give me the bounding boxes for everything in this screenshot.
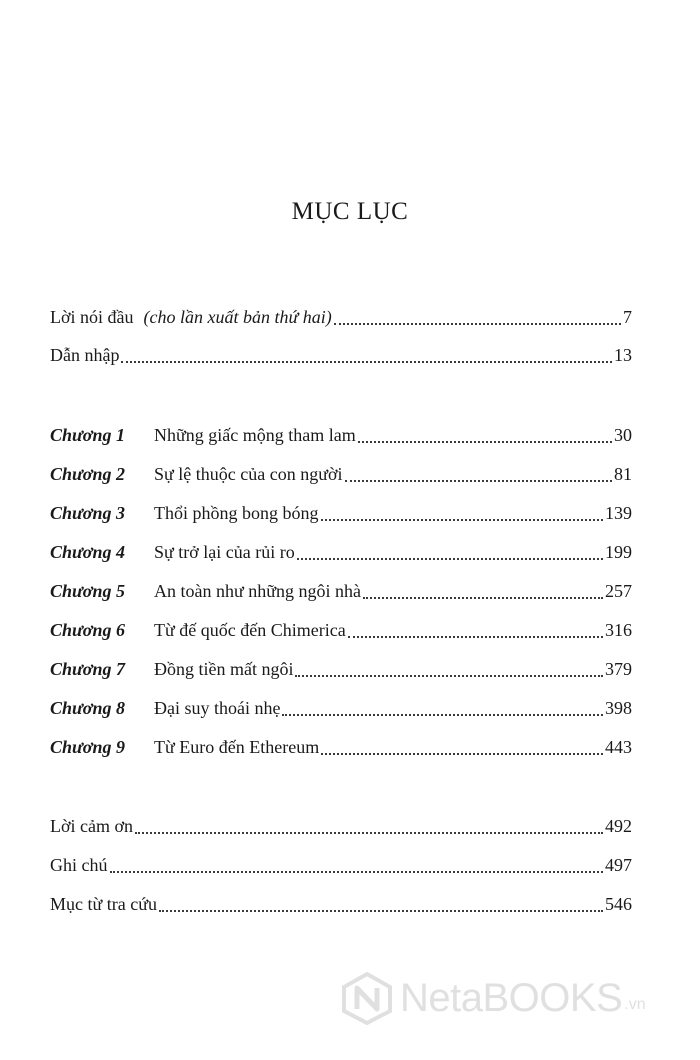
watermark [340,968,690,1028]
chapter-number: Chương 3 [50,503,125,523]
watermark-suffix: .vn [624,996,646,1013]
toc-page-number: 7 [623,307,632,327]
toc-entry-introduction[interactable] [50,342,632,368]
dot-leader [121,353,612,363]
toc-page-number: 492 [605,816,632,836]
toc-page-number: 13 [614,345,632,365]
chapter-title: Từ Euro đến Ethereum [154,737,320,757]
dot-leader [295,667,603,677]
chapter-number: Chương 9 [50,737,125,757]
dot-leader [363,589,603,599]
watermark-brand: NetaBOOKS [400,975,623,1020]
dot-leader [159,902,603,912]
dot-leader [297,550,603,560]
toc-page-number: 257 [605,581,632,601]
toc-entry-sublabel: (cho lần xuất bản thứ hai) [143,307,332,327]
toc-page-number: 443 [605,737,632,757]
toc-entry-preface[interactable] [50,304,632,330]
chapter-title: Những giấc mộng tham lam [154,425,356,445]
dot-leader [321,745,603,755]
toc-entry-label: Ghi chú [50,855,108,875]
chapter-number: Chương 5 [50,581,125,601]
toc-chapter-9[interactable] [50,734,632,760]
chapter-title: Sự lệ thuộc của con người [154,464,343,484]
chapter-number: Chương 7 [50,659,125,679]
dot-leader [110,863,604,873]
toc-chapter-1[interactable] [50,422,632,448]
chapter-title: Thổi phồng bong bóng [154,503,319,523]
dot-leader [345,472,613,482]
dot-leader [334,315,621,325]
toc-chapter-8[interactable] [50,695,632,721]
toc-entry-label: Lời nói đầu [50,307,134,327]
toc-chapter-6[interactable] [50,617,632,643]
toc-page-number: 379 [605,659,632,679]
toc-page-number: 199 [605,542,632,562]
toc-chapter-3[interactable] [50,500,632,526]
toc-entry-label: Dẫn nhập [50,345,120,365]
toc-entry-label: Mục từ tra cứu [50,894,157,914]
toc-page-number: 81 [614,464,632,484]
toc-page-number: 139 [605,503,632,523]
chapter-number: Chương 6 [50,620,125,640]
chapter-number: Chương 8 [50,698,125,718]
chapter-title: Sự trở lại của rủi ro [154,542,295,562]
toc-chapter-2[interactable] [50,461,632,487]
toc-entry-notes[interactable] [50,852,632,878]
toc-page-number: 546 [605,894,632,914]
dot-leader [135,824,603,834]
chapter-title: Từ đế quốc đến Chimerica [154,620,346,640]
toc-chapter-7[interactable] [50,656,632,682]
chapter-title: Đồng tiền mất ngôi [154,659,294,679]
toc-entry-index[interactable] [50,891,632,917]
dot-leader [348,628,603,638]
chapter-title: An toàn như những ngôi nhà [154,581,361,601]
toc-page-number: 30 [614,425,632,445]
toc-page-number: 497 [605,855,632,875]
dot-leader [321,511,604,521]
page-title: MỤC LỤC [291,198,409,225]
toc-page-number: 316 [605,620,632,640]
netabooks-logo-icon [340,971,394,1025]
dot-leader [282,706,603,716]
toc-chapter-5[interactable] [50,578,632,604]
toc-entry-label: Lời cảm ơn [50,816,134,836]
chapter-title: Đại suy thoái nhẹ [154,698,281,718]
chapter-number: Chương 2 [50,464,125,484]
toc-entry-acknowledgements[interactable] [50,813,632,839]
dot-leader [358,433,612,443]
chapter-number: Chương 1 [50,425,125,445]
chapter-number: Chương 4 [50,542,125,562]
toc-chapter-4[interactable] [50,539,632,565]
toc-page-number: 398 [605,698,632,718]
